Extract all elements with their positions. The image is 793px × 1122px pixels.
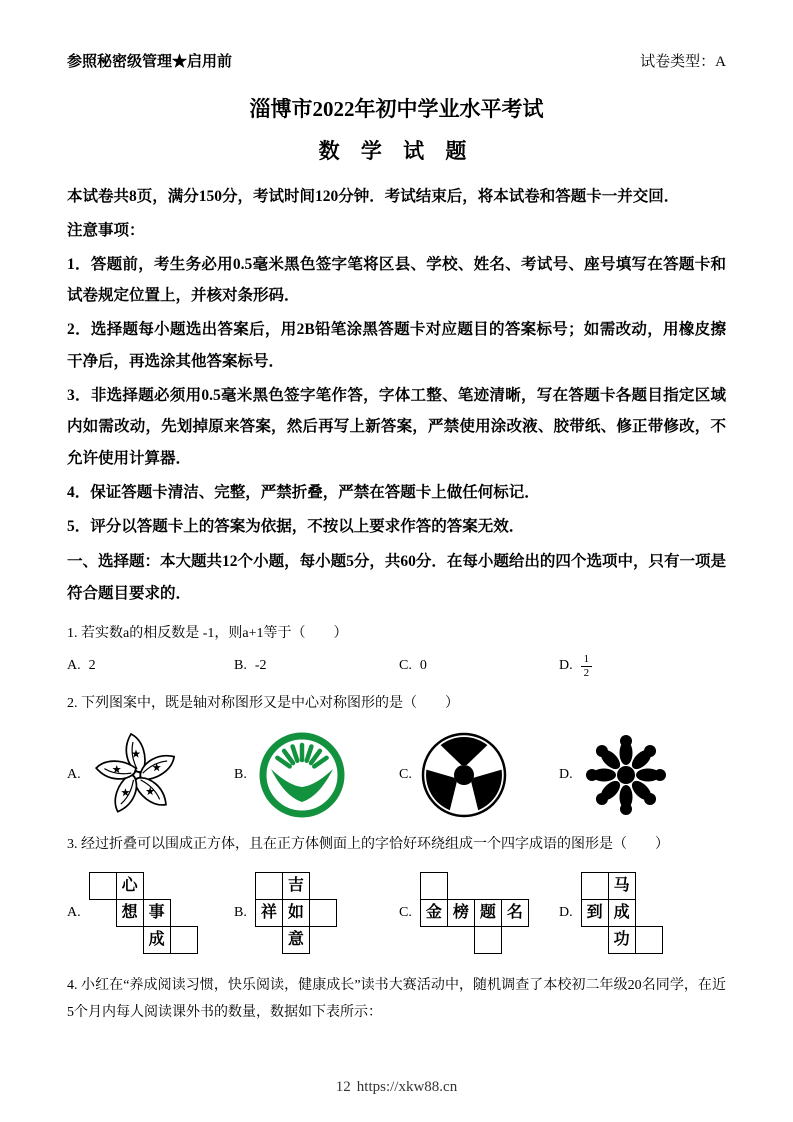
option-value: -2 xyxy=(254,658,267,674)
cube-net-jixiangruyi xyxy=(255,872,337,954)
net-cell-char: 成 xyxy=(143,926,171,954)
q3-option-a xyxy=(67,872,234,954)
net-cell-char: 题 xyxy=(474,899,502,927)
notice-item-5: 5．评分以答题卡上的答案为依据，不按以上要求作答的答案无效． xyxy=(67,517,525,535)
option-value: 0 xyxy=(419,658,427,674)
net-cell-char: 到 xyxy=(581,899,609,927)
net-cell-blank xyxy=(581,872,609,900)
fan-blades-disc-image xyxy=(420,731,508,819)
fraction-one-half xyxy=(581,653,593,679)
net-cell-blank xyxy=(420,872,448,900)
question-1-text: 1. 若实数a的相反数是 -1，则a+1等于（ ） xyxy=(67,625,348,641)
option-label: D. xyxy=(559,905,573,921)
notice-item-4: 4．保证答题卡清洁、完整，严禁折叠，严禁在答题卡上做任何标记． xyxy=(67,483,540,501)
page-header xyxy=(67,50,726,71)
net-cell-blank xyxy=(255,872,283,900)
net-cell-char: 马 xyxy=(608,872,636,900)
net-cell-blank xyxy=(170,926,198,954)
option-label: C. xyxy=(399,905,412,921)
page-footer xyxy=(0,1079,793,1096)
cube-net-jinbangtiming xyxy=(420,872,529,954)
option-label: D. xyxy=(559,766,573,782)
option-label: A. xyxy=(67,658,81,674)
cube-net-madaochenggong xyxy=(581,872,663,954)
page-number: 12 xyxy=(335,1079,351,1095)
green-food-logo-image xyxy=(255,730,349,820)
option-label: B. xyxy=(234,658,247,674)
net-cell-blank xyxy=(309,899,337,927)
q1-option-a xyxy=(67,658,234,674)
notice-item-2: 2．选择题每小题选出答案后，用2B铅笔涂黑答题卡对应题目的答案标号；如需改动，用橡皮擦干净后，再选涂其他答案标号． xyxy=(67,321,726,370)
option-value: 2 xyxy=(88,658,96,674)
q3-option-b xyxy=(234,872,399,954)
bauhinia-flower-image xyxy=(89,729,185,821)
q2-option-a xyxy=(67,729,234,821)
q3-option-d xyxy=(559,872,726,954)
notice-item-1: 1．答题前，考生务必用0.5毫米黑色签字笔将区县、学校、姓名、考试号、座号填写在答题卡和试卷规定位置上，并核对条形码． xyxy=(67,255,726,305)
question-3-options xyxy=(67,872,726,954)
net-cell-char: 金 xyxy=(420,899,448,927)
q2-option-d xyxy=(559,731,726,819)
q1-option-b xyxy=(234,658,399,674)
site-url: https://xkw88.cn xyxy=(356,1079,458,1095)
net-cell-char: 名 xyxy=(501,899,529,927)
option-label: A. xyxy=(67,905,81,921)
q1-option-c xyxy=(399,658,559,674)
question-4-text: 4. 小红在“养成阅读习惯，快乐阅读，健康成长”读书大赛活动中，随机调查了本校初二年级20名同学，在近5个月内每人阅读课外书的数量，数据如下表所示： xyxy=(67,978,726,1021)
net-cell-char: 意 xyxy=(282,926,310,954)
option-label: A. xyxy=(67,766,81,782)
black-flower-rosette-image xyxy=(581,731,671,819)
notice-heading: 注意事项： xyxy=(67,221,145,239)
question-2-text: 2. 下列图案中，既是轴对称图形又是中心对称图形的是（ ） xyxy=(67,695,459,711)
question-1-options xyxy=(67,653,726,679)
net-cell-char: 想 xyxy=(116,899,144,927)
section-one-heading: 一、选择题：本大题共12个小题，每小题5分，共60分．在每小题给出的四个选项中，只有一项是符合题目要求的． xyxy=(67,553,726,603)
net-cell-blank xyxy=(89,872,117,900)
net-cell-char: 成 xyxy=(608,899,636,927)
notice-item-3: 3．非选择题必须用0.5毫米黑色签字笔作答，字体工整、笔迹清晰，写在答题卡各题目指定区域内如需改动，先划掉原来答案，然后再写上新答案，严禁使用涂改液、胶带纸、修正带修改，不允许使用计算器． xyxy=(67,386,726,468)
question-3-text: 3. 经过折叠可以围成正方体，且在正方体侧面上的字恰好环绕组成一个四字成语的图形是（ ） xyxy=(67,836,669,852)
net-cell-char: 如 xyxy=(282,899,310,927)
security-notice: 参照秘密级管理★启用前 xyxy=(67,54,233,70)
option-label: C. xyxy=(399,766,412,782)
net-cell-char: 吉 xyxy=(282,872,310,900)
subject-title: 数 学 试 题 xyxy=(318,139,475,163)
net-cell-blank xyxy=(474,926,502,954)
question-2-options xyxy=(67,729,726,821)
q3-option-c xyxy=(399,872,559,954)
option-label: C. xyxy=(399,658,412,674)
fraction-numerator: 1 xyxy=(581,653,593,667)
net-cell-char: 事 xyxy=(143,899,171,927)
net-cell-blank xyxy=(635,926,663,954)
option-label: D. xyxy=(559,658,573,674)
net-cell-char: 祥 xyxy=(255,899,283,927)
cube-net-xinxiangshicheng xyxy=(89,872,198,954)
q2-option-c xyxy=(399,731,559,819)
net-cell-char: 榜 xyxy=(447,899,475,927)
q2-option-b xyxy=(234,730,399,820)
net-cell-char: 功 xyxy=(608,926,636,954)
exam-info-paragraph: 本试卷共8页，满分150分，考试时间120分钟．考试结束后，将本试卷和答题卡一并交回． xyxy=(67,188,680,205)
fraction-denominator: 2 xyxy=(583,666,590,679)
option-label: B. xyxy=(234,766,247,782)
exam-title: 淄博市2022年初中学业水平考试 xyxy=(249,97,544,121)
q1-option-d xyxy=(559,653,726,679)
option-label: B. xyxy=(234,905,247,921)
paper-type-label: 试卷类型：A xyxy=(640,54,726,70)
net-cell-char: 心 xyxy=(116,872,144,900)
